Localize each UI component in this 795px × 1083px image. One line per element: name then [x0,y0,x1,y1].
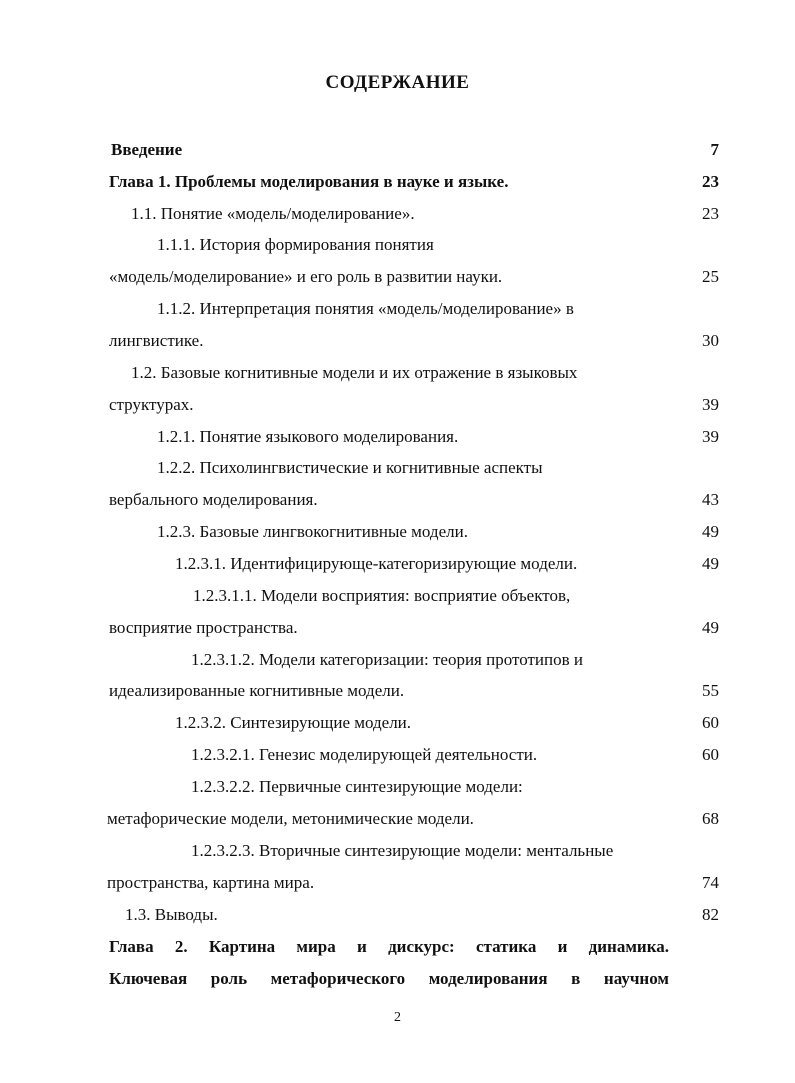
toc-entry-page: 49 [702,554,719,573]
toc-entry [0,551,795,577]
toc-entry-page: 43 [702,490,719,509]
toc-entry [0,647,795,673]
chapter-2-heading-line-2: Ключевая роль метафорического моделирования в научном [109,969,669,988]
toc-entry-page: 49 [702,618,719,637]
toc-entry-text: 1.1.2. Интерпретация понятия «модель/моделирование» в [157,299,574,318]
toc-entry-text: 1.2.2. Психолингвистические и когнитивные аспекты [157,458,543,477]
toc-entry-text: структурах. [109,395,194,414]
toc-entry-text: 1.2.3.1.2. Модели категоризации: теория прототипов и [191,650,583,669]
toc-entry [0,360,795,386]
toc-entry-text: 1.2.3.1.1. Модели восприятия: восприятие объектов, [193,586,571,605]
toc-entry-page: 49 [702,522,719,541]
toc-entry-text: Введение [111,140,183,159]
toc-entry-text: «модель/моделирование» и его роль в развитии науки. [109,267,503,286]
toc-entry-page: 68 [702,809,719,828]
toc-entry-text: 1.2. Базовые когнитивные модели и их отражение в языковых [131,363,578,382]
toc-entry-text: 1.2.3.1. Идентифицирующе-категоризирующие модели. [175,554,578,573]
toc-entry [0,328,795,354]
toc-entry-text: 1.2.3.2.1. Генезис моделирующей деятельности. [191,745,538,764]
toc-entry-page: 7 [710,140,719,159]
page-number: 2 [394,1010,401,1025]
toc-entry-text: 1.2.3.2. Синтезирующие модели. [175,713,412,732]
toc-entry [0,902,795,928]
toc-entry [0,232,795,258]
toc-entry-page: 23 [702,204,719,223]
toc-entry-page: 60 [702,745,719,764]
toc-entry-page: 74 [702,873,719,892]
toc-entry [0,583,795,609]
toc-entry-page: 60 [702,713,719,732]
toc-entry-page: 39 [702,427,719,446]
toc-entry [0,201,795,227]
toc-entry-text: 1.3. Выводы. [125,905,218,924]
toc-entry [0,774,795,800]
toc-entry [0,678,795,704]
toc-entry-page: 30 [702,331,719,350]
toc-entry-text: 1.2.3.2.2. Первичные синтезирующие модели: [191,777,523,796]
toc-entry [0,169,795,195]
toc-entry-text: пространства, картина мира. [107,873,315,892]
toc-entry [0,487,795,513]
toc-entry [0,710,795,736]
toc-entry-text: Глава 1. Проблемы моделирования в науке и языке. [109,172,509,191]
toc-entry-page: 23 [702,172,719,191]
toc-entry [0,838,795,864]
toc-entry-text: идеализированные когнитивные модели. [109,681,405,700]
toc-entry-page: 25 [702,267,719,286]
toc-entry-text: 1.1. Понятие «модель/моделирование». [131,204,415,223]
toc-entry-text: 1.2.3. Базовые лингвокогнитивные модели. [157,522,468,541]
toc-entry-text: метафорические модели, метонимические модели. [107,809,474,828]
toc-entry [0,806,795,832]
toc-entry [0,742,795,768]
toc-entry [0,296,795,322]
toc-entry-text: 1.1.1. История формирования понятия [157,235,434,254]
toc-entry-page: 39 [702,395,719,414]
toc-entry [0,615,795,641]
toc-entry-text: вербального моделирования. [109,490,318,509]
page-title: СОДЕРЖАНИЕ [325,72,470,93]
toc-entry-page: 55 [702,681,719,700]
toc-entry-text: лингвистике. [109,331,204,350]
toc-entry-text: восприятие пространства. [109,618,298,637]
toc-entry [0,264,795,290]
toc-entry [0,870,795,896]
toc-entry-page: 82 [702,905,719,924]
toc-entry-text: 1.2.3.2.3. Вторичные синтезирующие модели: ментальные [191,841,614,860]
toc-entry [0,424,795,450]
toc-entry [0,137,795,163]
toc-entry [0,455,795,481]
chapter-2-heading-line-1: Глава 2. Картина мира и дискурс: статика и динамика. [109,937,669,956]
toc-entry [0,392,795,418]
toc-entry [0,519,795,545]
toc-entry-text: 1.2.1. Понятие языкового моделирования. [157,427,459,446]
